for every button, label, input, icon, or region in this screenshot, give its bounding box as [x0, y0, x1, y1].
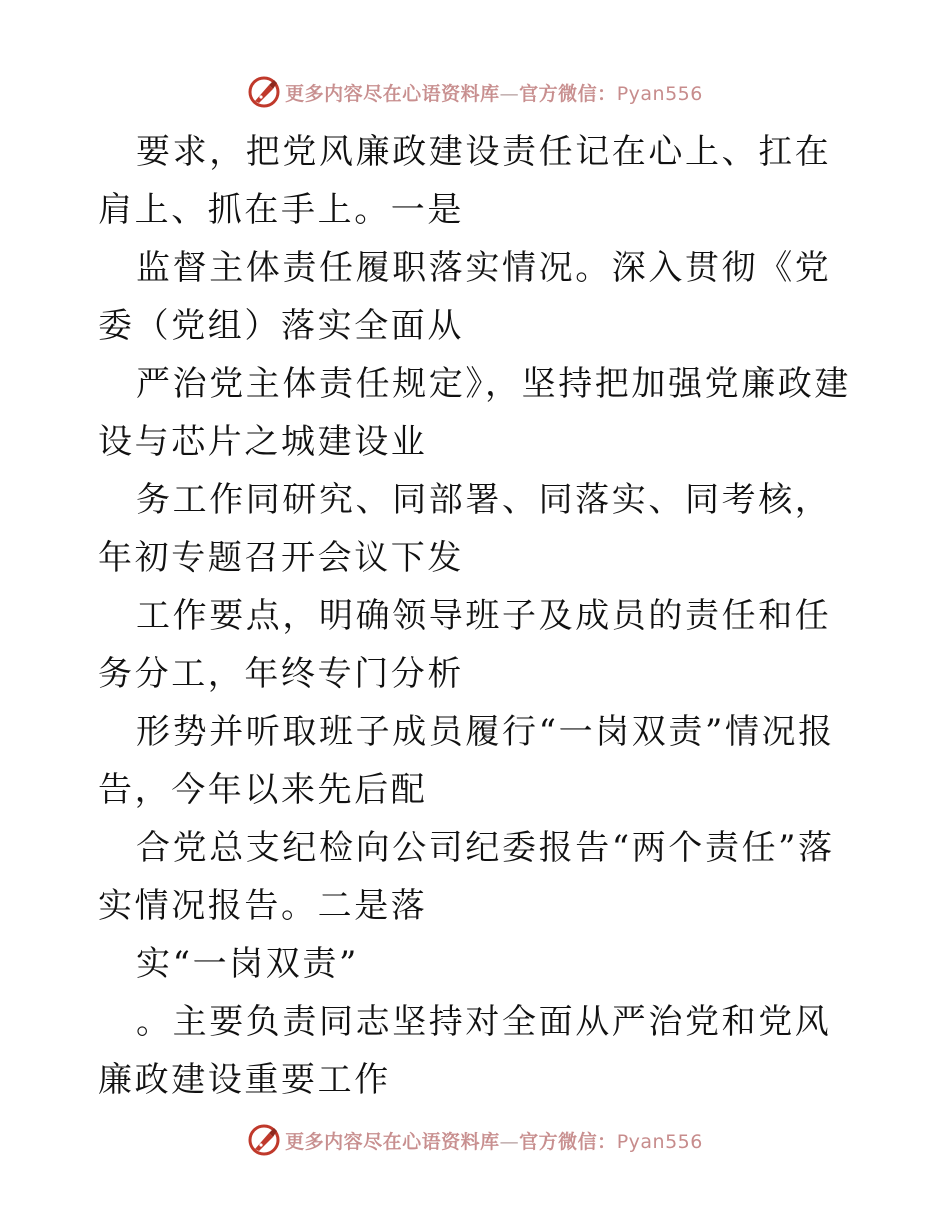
footer-banner	[0, 1120, 950, 1160]
banner-wechat-id: Pyan556	[616, 1130, 703, 1153]
pen-nib-circle-logo-icon	[247, 75, 281, 109]
banner-text	[285, 1127, 703, 1154]
banner-separator: —	[499, 82, 520, 105]
banner-separator: —	[499, 1130, 520, 1153]
banner-main: 更多内容尽在心语资料库	[285, 1130, 500, 1153]
paragraph: 监督主体责任履职落实情况。深入贯彻《党委（党组）落实全面从	[98, 248, 832, 346]
paragraph: 严治党主体责任规定》，坚持把加强党廉政建设与芯片之城建设业	[98, 364, 851, 462]
banner-contact: 官方微信：	[519, 82, 617, 105]
paragraph: 务工作同研究、同部署、同落实、同考核，年初专题召开会议下发	[98, 480, 832, 578]
pen-nib-circle-logo-icon	[247, 1123, 281, 1157]
header-banner	[0, 72, 950, 112]
paragraph: 形势并听取班子成员履行“一岗双责”情况报告，今年以来先后配	[98, 712, 835, 810]
banner-main: 更多内容尽在心语资料库	[285, 82, 500, 105]
document-body	[98, 123, 858, 1109]
paragraph: 工作要点，明确领导班子及成员的责任和任务分工，年终专门分析	[98, 596, 832, 694]
banner-contact: 官方微信：	[519, 1130, 617, 1153]
banner-text	[285, 79, 703, 106]
paragraph: 。主要负责同志坚持对全面从严治党和党风廉政建设重要工作	[98, 1002, 832, 1100]
paragraph: 合党总支纪检向公司纪委报告“两个责任”落实情况报告。二是落	[98, 828, 835, 926]
paragraph: 实“一岗双责”	[136, 944, 359, 984]
banner-wechat-id: Pyan556	[616, 82, 703, 105]
paragraph: 要求，把党风廉政建设责任记在心上、扛在肩上、抓在手上。一是	[98, 132, 832, 230]
